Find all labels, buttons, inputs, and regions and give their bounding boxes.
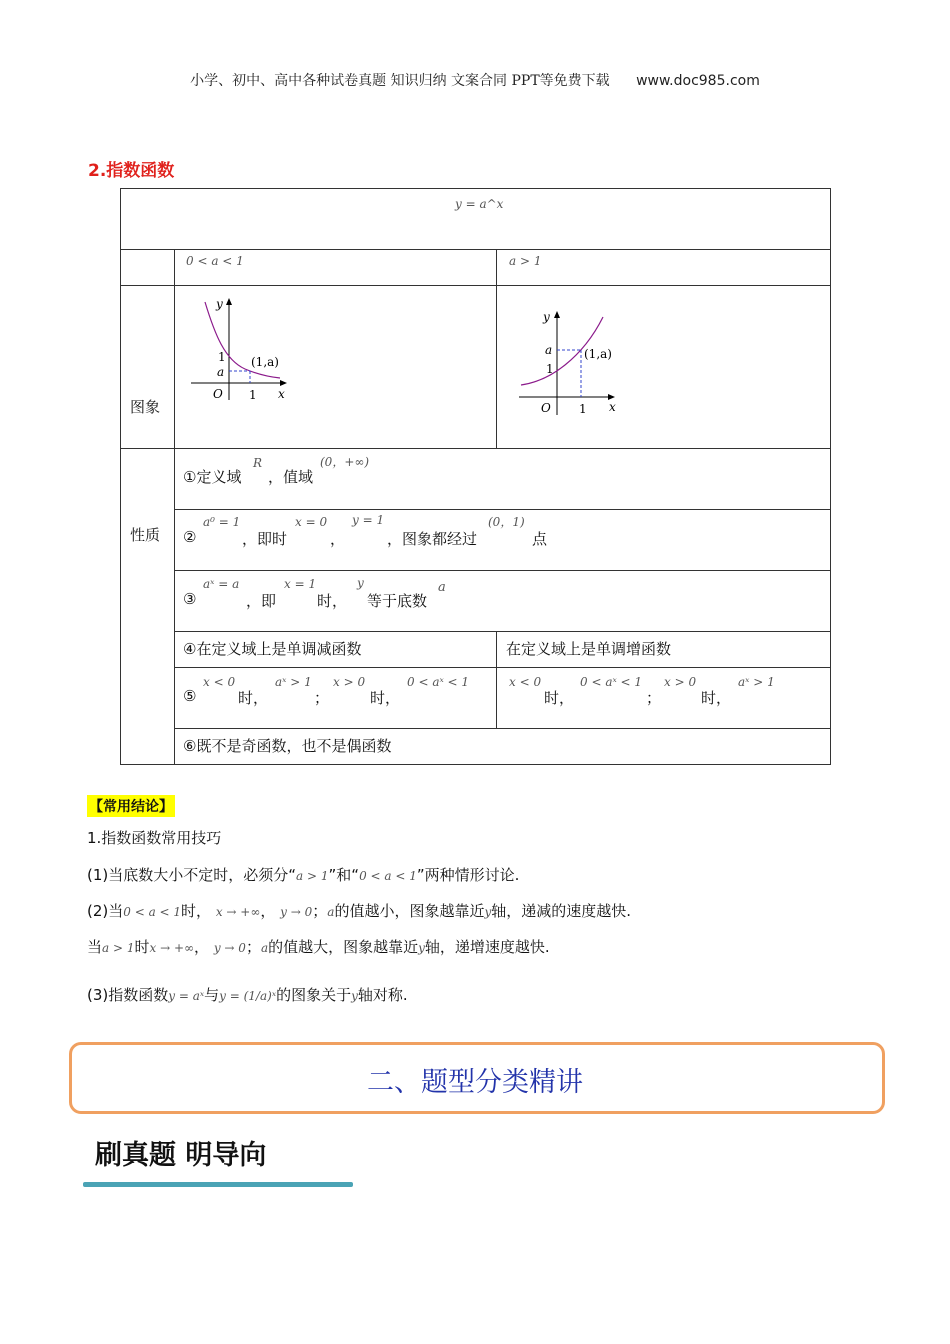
x-axis-arrow-icon (280, 380, 287, 386)
prop-3-t3: 等于底数 (367, 592, 428, 610)
conclusions-tag: 【常用结论】 (87, 795, 175, 817)
graph-right-a: a (545, 343, 553, 357)
heading-underline (83, 1182, 353, 1187)
graph-left-x: x (278, 387, 285, 401)
formula-label: y = a^x (455, 197, 504, 211)
graph-right-one-x: 1 (579, 402, 587, 416)
graph-right-point: (1,a) (584, 347, 612, 361)
graph-left-origin: O (213, 387, 223, 401)
y-axis-arrow-icon (226, 298, 232, 305)
prop-2-t3: 点 (532, 530, 548, 548)
prop-5-left-c2: x > 0 (333, 675, 366, 689)
conclusion-line-2: (1)当底数大小不定时，必须分“a > 1”和“0 < a < 1”两种情形讨论. (87, 866, 520, 884)
prop-5-right-t1: 时， (544, 689, 575, 707)
prop-2-y1: y = 1 (352, 513, 385, 527)
prop-3-t1: ，即 (246, 592, 277, 610)
graph-right-x: x (609, 400, 616, 414)
prop-4-left: ④在定义域上是单调减函数 (183, 640, 362, 658)
prop-5-right-c2: x > 0 (664, 675, 697, 689)
prop-3-t2: 时， (317, 592, 348, 610)
prop-1-range: (0，+∞) (320, 455, 370, 469)
page-header (0, 70, 950, 90)
graph-right-y: y (543, 310, 550, 324)
subsection-heading: 刷真题 明导向 (95, 1140, 267, 1171)
prop-2-c1: ， (330, 530, 346, 548)
prop-3-a: a (438, 580, 446, 595)
conclusion-line-5: (3)指数函数y = aˣ与y = (1/a)ˣ的图象关于y轴对称. (87, 986, 408, 1004)
graph-left-point: (1,a) (251, 355, 279, 369)
prop-5-left-c1: x < 0 (203, 675, 236, 689)
prop-3-prefix: ③ (183, 590, 197, 608)
graph-row-label: 图象 (130, 398, 161, 416)
header-site[interactable]: www.doc985.com (636, 73, 760, 89)
prop-1-prefix: ①定义域 (183, 468, 242, 486)
prop-3-y: y (357, 576, 364, 590)
prop-5-prefix: ⑤ (183, 687, 197, 705)
graph-right-one-y: 1 (546, 362, 554, 376)
conclusion-line-3: (2)当0 < a < 1时， x → +∞， y → 0；a的值越小，图象越靠近y轴，递减的速度越快. (87, 902, 632, 920)
prop-5-left-t1: 时， (238, 689, 269, 707)
prop-5-left-r2: 0 < aˣ < 1 (407, 675, 470, 689)
section-title: 2.指数函数 (88, 161, 175, 181)
prop-5-left-sep: ； (314, 689, 330, 707)
conclusion-line-4: 当a > 1时x → +∞， y → 0；a的值越大，图象越靠近y轴，递增速度越快. (87, 938, 550, 956)
graph-left-y: y (216, 297, 223, 311)
prop-3-x1: x = 1 (284, 577, 317, 591)
prop-1-mid: ，值域 (268, 468, 314, 486)
prop-5-left-r1: aˣ > 1 (275, 675, 312, 689)
prop-5-left-t2: 时， (370, 689, 401, 707)
prop-2-x0: x = 0 (295, 515, 328, 529)
prop-5-right-t2: 时， (701, 689, 732, 707)
properties-label: 性质 (130, 526, 161, 544)
condition-right: a > 1 (509, 254, 542, 268)
graph-right-origin: O (541, 401, 551, 415)
prop-4-right: 在定义域上是单调增函数 (506, 640, 672, 658)
condition-left: 0 < a < 1 (186, 254, 244, 268)
conclusion-line-1: 1.指数函数常用技巧 (87, 829, 222, 847)
prop-5-right-c1: x < 0 (509, 675, 542, 689)
prop-2-point: (0，1) (488, 515, 525, 529)
section-banner-text: 二、题型分类精讲 (367, 1067, 583, 1098)
prop-2-eq: a⁰ = 1 (203, 515, 241, 529)
graph-left-a: a (217, 365, 225, 379)
prop-5-right-r2: aˣ > 1 (738, 675, 775, 689)
prop-2-t2: ，图象都经过 (387, 530, 478, 548)
prop-5-right-sep: ； (646, 689, 662, 707)
y-axis-arrow-icon (554, 311, 560, 318)
prop-2-t1: ，即时 (242, 530, 288, 548)
graph-left-one-y: 1 (218, 350, 226, 364)
prop-2-prefix: ② (183, 528, 197, 546)
prop-5-right-r1: 0 < aˣ < 1 (580, 675, 643, 689)
graph-decreasing (185, 290, 295, 405)
prop-3-eq: aˣ = a (203, 577, 240, 591)
graph-left-one-x: 1 (249, 388, 257, 402)
prop-1-domain: R (253, 456, 263, 470)
graph-increasing (515, 305, 625, 417)
prop-6: ⑥既不是奇函数，也不是偶函数 (183, 737, 392, 755)
header-text: 小学、初中、高中各种试卷真题 知识归纳 文案合同 PPT等免费下载 (190, 73, 610, 89)
